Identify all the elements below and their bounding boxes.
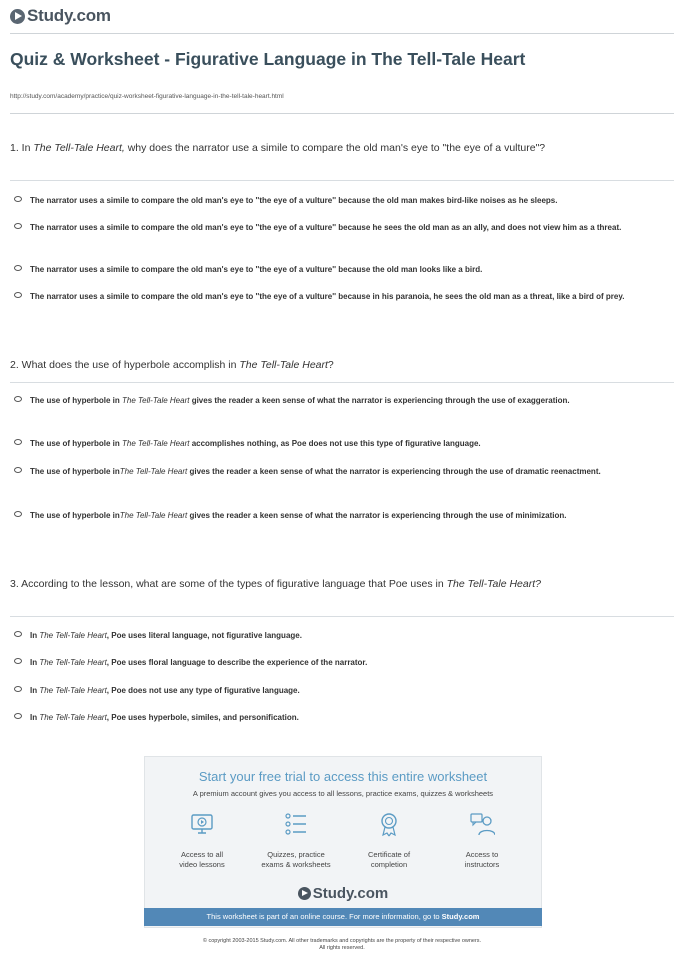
radio-button[interactable] bbox=[14, 713, 22, 719]
answer-option[interactable]: The use of hyperbole inThe Tell-Tale Heart gives the reader a keen sense of what the narrator is experiencing through the use of minimization. bbox=[14, 508, 664, 523]
answer-option[interactable]: The use of hyperbole inThe Tell-Tale Heart gives the reader a keen sense of what the narrator is experiencing through the use of dramatic reenactment. bbox=[14, 464, 664, 479]
answer-option[interactable]: The use of hyperbole in The Tell-Tale Heart accomplishes nothing, as Poe does not use this type of figurative language. bbox=[14, 436, 664, 451]
radio-button[interactable] bbox=[14, 292, 22, 298]
certificate-icon bbox=[376, 811, 402, 837]
radio-button[interactable] bbox=[14, 223, 22, 229]
promo-subtitle: A premium account gives you access to all lessons, practice exams, quizzes & worksheets bbox=[192, 789, 494, 798]
play-logo-icon bbox=[298, 887, 311, 900]
radio-button[interactable] bbox=[14, 467, 22, 473]
study-logo[interactable] bbox=[10, 6, 111, 26]
feature-instructors: Access to instructors bbox=[437, 811, 527, 870]
feature-video-lessons: Access to all video lessons bbox=[157, 811, 247, 870]
promo-title[interactable]: Start your free trial to access this entire worksheet bbox=[198, 769, 488, 784]
answer-option[interactable]: The narrator uses a simile to compare the old man's eye to ''the eye of a vulture'' because in his paranoia, he sees the old man as a threat, like a bird of prey. bbox=[14, 289, 664, 304]
radio-button[interactable] bbox=[14, 511, 22, 517]
logo-text: Study.com bbox=[27, 6, 111, 25]
question-2-divider bbox=[10, 382, 674, 383]
question-1-divider bbox=[10, 180, 674, 181]
premium-promo-box bbox=[144, 756, 542, 928]
course-info-banner: This worksheet is part of an online course. For more information, go to Study.com bbox=[144, 908, 542, 926]
title-divider bbox=[10, 113, 674, 114]
radio-button[interactable] bbox=[14, 196, 22, 202]
radio-button[interactable] bbox=[14, 658, 22, 664]
radio-button[interactable] bbox=[14, 631, 22, 637]
play-logo-icon bbox=[10, 9, 25, 24]
instructor-icon bbox=[469, 811, 495, 837]
answer-option[interactable]: The use of hyperbole in The Tell-Tale Heart gives the reader a keen sense of what the narrator is experiencing through the use of exaggeration. bbox=[14, 393, 664, 408]
page-url: http://study.com/academy/practice/quiz-worksheet-figurative-language-in-the-tell-tale-heart.html bbox=[10, 93, 284, 100]
answer-option[interactable]: In The Tell-Tale Heart, Poe does not use any type of figurative language. bbox=[14, 683, 664, 698]
radio-button[interactable] bbox=[14, 439, 22, 445]
radio-button[interactable] bbox=[14, 396, 22, 402]
copyright-footer: © copyright 2003-2015 Study.com. All other trademarks and copyrights are the property of their respective owners. All rights reserved. bbox=[202, 938, 482, 951]
promo-study-logo[interactable]: Study.com bbox=[145, 885, 541, 902]
quiz-list-icon bbox=[283, 811, 309, 837]
answer-option[interactable]: The narrator uses a simile to compare the old man's eye to ''the eye of a vulture'' because the old man looks like a bird. bbox=[14, 262, 664, 277]
page-title: Quiz & Worksheet - Figurative Language in The Tell-Tale Heart bbox=[10, 49, 526, 69]
header-divider bbox=[10, 33, 674, 34]
video-lesson-icon bbox=[189, 811, 215, 837]
answer-option[interactable]: In The Tell-Tale Heart, Poe uses hyperbole, similes, and personification. bbox=[14, 710, 664, 725]
radio-button[interactable] bbox=[14, 265, 22, 271]
answer-option[interactable]: In The Tell-Tale Heart, Poe uses literal language, not figurative language. bbox=[14, 628, 664, 643]
study-link[interactable]: Study.com bbox=[441, 912, 480, 921]
question-3: 3. According to the lesson, what are some of the types of figurative language that Poe uses in The Tell-Tale Heart? bbox=[10, 578, 541, 590]
question-2: 2. What does the use of hyperbole accomplish in The Tell-Tale Heart? bbox=[10, 359, 334, 371]
answer-option[interactable]: In The Tell-Tale Heart, Poe uses floral language to describe the experience of the narrator. bbox=[14, 655, 664, 670]
feature-quizzes: Quizzes, practice exams & worksheets bbox=[251, 811, 341, 870]
radio-button[interactable] bbox=[14, 686, 22, 692]
feature-certificate: Certificate of completion bbox=[344, 811, 434, 870]
question-1: 1. In The Tell-Tale Heart, why does the narrator use a simile to compare the old man's eye to "the eye of a vulture"? bbox=[10, 142, 546, 154]
answer-option[interactable]: The narrator uses a simile to compare the old man's eye to ''the eye of a vulture'' because he sees the old man as an ally, and does not view him as a threat. bbox=[14, 220, 664, 235]
answer-option[interactable]: The narrator uses a simile to compare the old man's eye to ''the eye of a vulture'' because the old man makes bird-like noises as he sleeps. bbox=[14, 193, 664, 208]
question-3-divider bbox=[10, 616, 674, 617]
